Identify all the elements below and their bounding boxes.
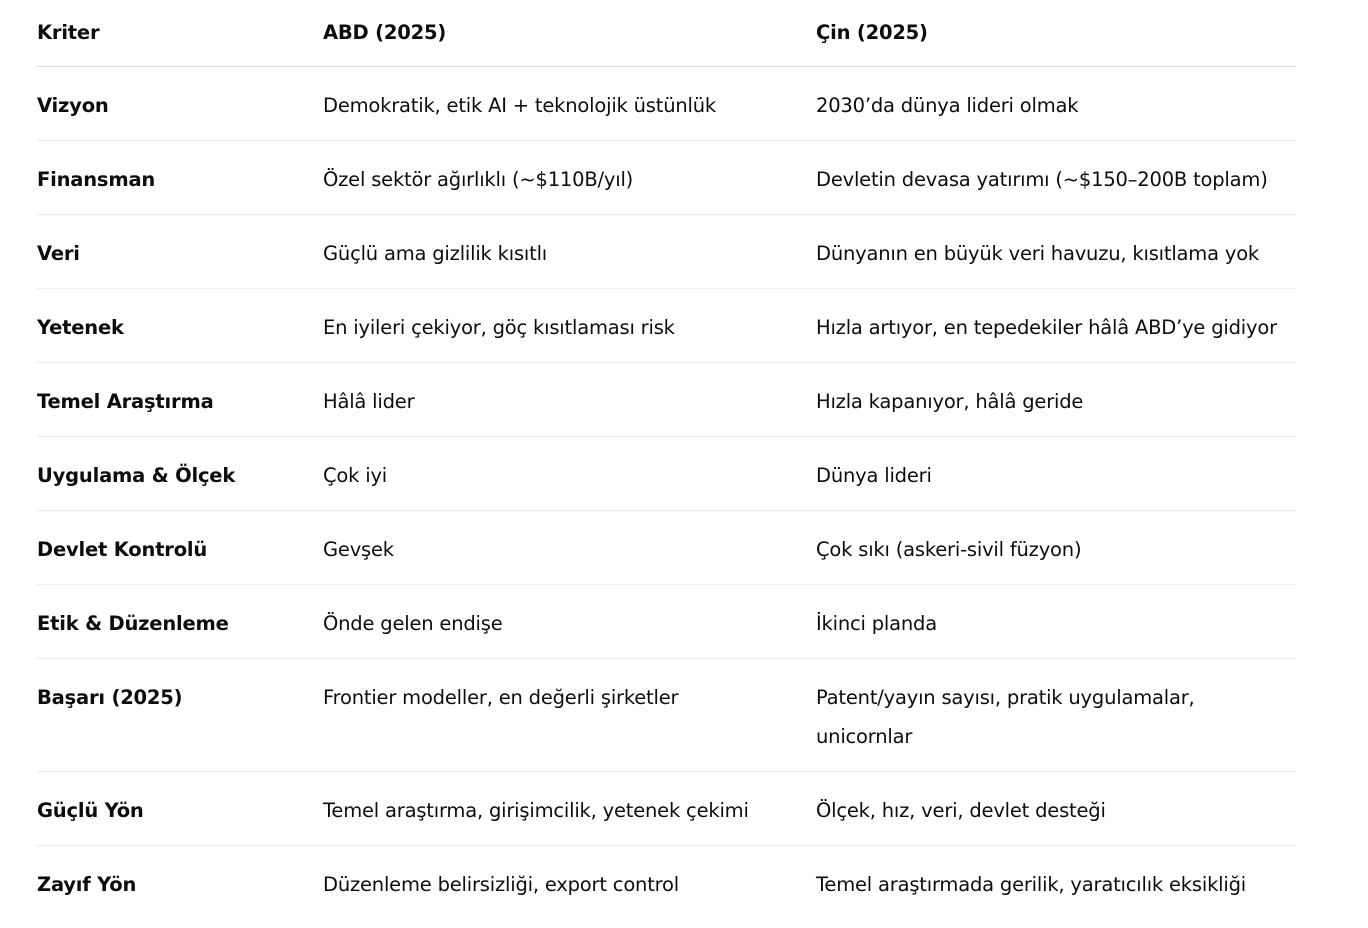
table-row — [37, 289, 1296, 363]
row-criterion: Zayıf Yön — [37, 873, 137, 896]
row-criterion: Uygulama & Ölçek — [37, 437, 323, 511]
table-row — [37, 659, 1296, 772]
row-criterion: Devlet Kontrolü — [37, 511, 323, 585]
row-abd-cell: En iyileri çekiyor, göç kısıtlaması risk — [323, 289, 816, 363]
row-cin-cell: Patent/yayın sayısı, pratik uygulamalar, unicornlar — [816, 659, 1296, 772]
row-cin-cell: İkinci planda — [816, 585, 1296, 659]
row-abd-cell: Güçlü ama gizlilik kısıtlı — [323, 215, 816, 289]
row-cin-cell: Dünyanın en büyük veri havuzu, kısıtlama yok — [816, 215, 1296, 289]
row-abd-cell: Demokratik, etik AI + teknolojik üstünlük — [323, 67, 816, 141]
table-row — [37, 215, 1296, 289]
table-header-row — [37, 0, 1296, 67]
row-cin-cell: Çok sıkı (askeri-sivil füzyon) — [816, 511, 1296, 585]
row-cin-cell: Hızla kapanıyor, hâlâ geride — [816, 363, 1296, 437]
table-row — [37, 772, 1296, 846]
table-row — [37, 363, 1296, 437]
row-cin-cell: Dünya lideri — [816, 437, 1296, 511]
row-cin-cell: Devletin devasa yatırımı (~$150–200B toplam) — [816, 141, 1296, 215]
row-abd-cell: Gevşek — [323, 511, 816, 585]
row-criterion: Başarı (2025) — [37, 659, 323, 772]
row-abd-cell: Özel sektör ağırlıklı (~$110B/yıl) — [323, 141, 816, 215]
row-criterion: Yetenek — [37, 289, 323, 363]
row-criterion: Vizyon — [37, 67, 323, 141]
row-abd-cell: Önde gelen endişe — [323, 585, 816, 659]
header-abd: ABD (2025) — [323, 0, 816, 67]
row-abd-cell: Düzenleme belirsizliği, export control — [323, 873, 679, 896]
table-header — [37, 0, 1296, 67]
row-criterion: Finansman — [37, 141, 323, 215]
row-criterion: Etik & Düzenleme — [37, 585, 323, 659]
row-criterion: Temel Araştırma — [37, 363, 323, 437]
row-abd-cell: Hâlâ lider — [323, 363, 816, 437]
table-row — [37, 846, 1296, 920]
comparison-table — [37, 0, 1296, 919]
row-criterion: Güçlü Yön — [37, 772, 323, 846]
row-cin-cell: Temel araştırmada gerilik, yaratıcılık eksikliği — [816, 873, 1246, 896]
table-row — [37, 585, 1296, 659]
header-kriter: Kriter — [37, 0, 323, 67]
row-abd-cell: Çok iyi — [323, 437, 816, 511]
header-cin: Çin (2025) — [816, 0, 1296, 67]
row-cin-cell: Ölçek, hız, veri, devlet desteği — [816, 772, 1296, 846]
table-row — [37, 67, 1296, 141]
table-body — [37, 67, 1296, 920]
row-abd-cell: Frontier modeller, en değerli şirketler — [323, 659, 816, 772]
row-cin-cell: 2030’da dünya lideri olmak — [816, 67, 1296, 141]
row-abd-cell: Temel araştırma, girişimcilik, yetenek çekimi — [323, 772, 816, 846]
row-cin-cell: Hızla artıyor, en tepedekiler hâlâ ABD’ye gidiyor — [816, 289, 1296, 363]
table-row — [37, 511, 1296, 585]
table-row — [37, 437, 1296, 511]
row-criterion: Veri — [37, 215, 323, 289]
table-row — [37, 141, 1296, 215]
